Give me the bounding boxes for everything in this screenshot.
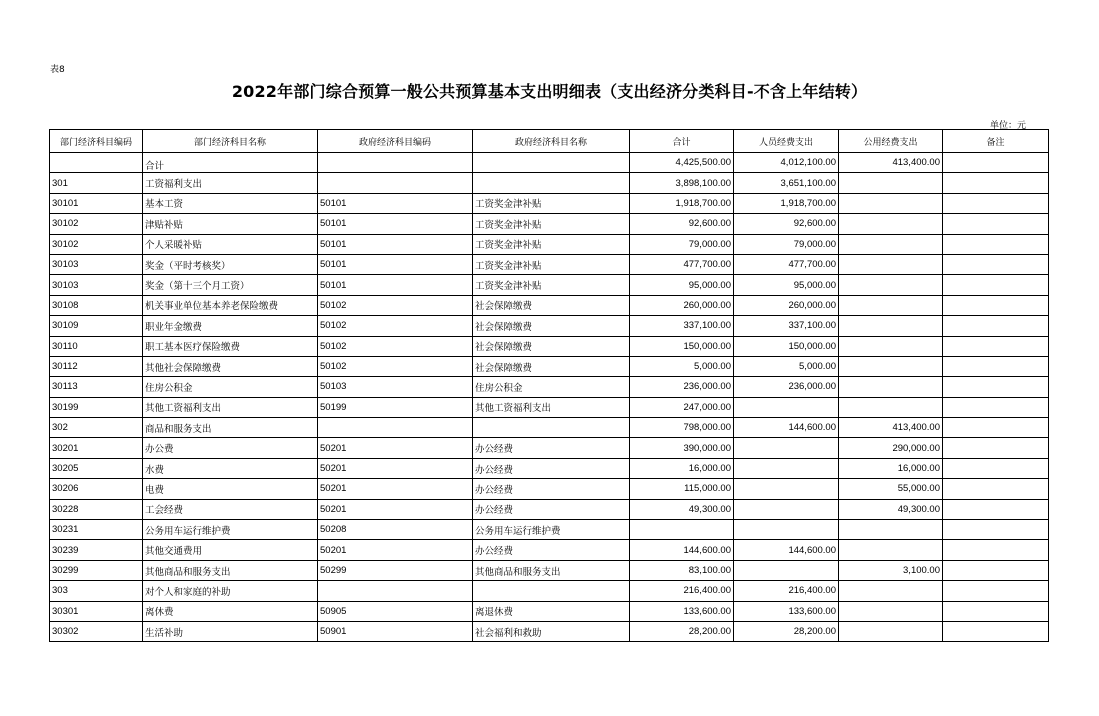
dept-code-cell: 303 <box>50 581 143 601</box>
note-cell <box>943 316 1049 336</box>
public-cell <box>839 601 943 621</box>
total-cell: 28,200.00 <box>630 621 734 641</box>
table-row <box>50 193 1049 213</box>
total-cell: 337,100.00 <box>630 316 734 336</box>
gov-code-cell: 50299 <box>318 560 473 580</box>
personnel-cell: 4,012,100.00 <box>734 153 839 173</box>
public-cell <box>839 397 943 417</box>
dept-code-cell: 30201 <box>50 438 143 458</box>
gov-name-cell: 办公经费 <box>473 458 630 478</box>
personnel-cell: 150,000.00 <box>734 336 839 356</box>
table-row <box>50 356 1049 376</box>
total-cell: 260,000.00 <box>630 295 734 315</box>
personnel-cell <box>734 438 839 458</box>
dept-name-cell: 水费 <box>143 458 318 478</box>
gov-name-cell: 其他商品和服务支出 <box>473 560 630 580</box>
dept-name-cell: 其他工资福利支出 <box>143 397 318 417</box>
gov-code-cell: 50199 <box>318 397 473 417</box>
total-cell: 115,000.00 <box>630 479 734 499</box>
gov-name-cell <box>473 153 630 173</box>
table-row <box>50 336 1049 356</box>
total-cell: 79,000.00 <box>630 234 734 254</box>
dept-code-cell: 30228 <box>50 499 143 519</box>
personnel-cell: 95,000.00 <box>734 275 839 295</box>
gov-code-cell: 50201 <box>318 458 473 478</box>
personnel-cell: 79,000.00 <box>734 234 839 254</box>
table-row <box>50 397 1049 417</box>
dept-name-cell: 机关事业单位基本养老保险缴费 <box>143 295 318 315</box>
dept-code-cell: 301 <box>50 173 143 193</box>
public-cell <box>839 254 943 274</box>
gov-code-cell: 50201 <box>318 438 473 458</box>
personnel-cell: 144,600.00 <box>734 418 839 438</box>
table-row <box>50 458 1049 478</box>
header-dept-code: 部门经济科目编码 <box>50 130 143 153</box>
note-cell <box>943 295 1049 315</box>
note-cell <box>943 234 1049 254</box>
note-cell <box>943 499 1049 519</box>
budget-table <box>49 129 1049 642</box>
dept-name-cell: 合计 <box>143 153 318 173</box>
gov-name-cell: 公务用车运行维护费 <box>473 520 630 540</box>
table-row <box>50 254 1049 274</box>
public-cell <box>839 356 943 376</box>
personnel-cell: 236,000.00 <box>734 377 839 397</box>
personnel-cell: 260,000.00 <box>734 295 839 315</box>
table-row <box>50 153 1049 173</box>
dept-name-cell: 个人采暖补贴 <box>143 234 318 254</box>
public-cell <box>839 173 943 193</box>
dept-name-cell: 电费 <box>143 479 318 499</box>
gov-code-cell: 50102 <box>318 336 473 356</box>
note-cell <box>943 275 1049 295</box>
personnel-cell: 92,600.00 <box>734 214 839 234</box>
table-row <box>50 499 1049 519</box>
gov-code-cell: 50101 <box>318 275 473 295</box>
gov-code-cell: 50208 <box>318 520 473 540</box>
dept-name-cell: 其他商品和服务支出 <box>143 560 318 580</box>
gov-name-cell: 办公经费 <box>473 499 630 519</box>
dept-name-cell: 商品和服务支出 <box>143 418 318 438</box>
total-cell: 83,100.00 <box>630 560 734 580</box>
public-cell <box>839 520 943 540</box>
gov-name-cell: 工资奖金津补贴 <box>473 254 630 274</box>
gov-name-cell: 办公经费 <box>473 479 630 499</box>
note-cell <box>943 254 1049 274</box>
note-cell <box>943 479 1049 499</box>
note-cell <box>943 560 1049 580</box>
gov-name-cell: 离退休费 <box>473 601 630 621</box>
gov-code-cell <box>318 418 473 438</box>
gov-name-cell: 社会保障缴费 <box>473 295 630 315</box>
total-cell: 16,000.00 <box>630 458 734 478</box>
note-cell <box>943 540 1049 560</box>
gov-code-cell: 50101 <box>318 193 473 213</box>
personnel-cell: 144,600.00 <box>734 540 839 560</box>
gov-name-cell <box>473 418 630 438</box>
total-cell: 92,600.00 <box>630 214 734 234</box>
dept-name-cell: 基本工资 <box>143 193 318 213</box>
gov-name-cell <box>473 581 630 601</box>
dept-code-cell: 30103 <box>50 275 143 295</box>
dept-code-cell: 30109 <box>50 316 143 336</box>
gov-code-cell: 50101 <box>318 254 473 274</box>
gov-name-cell: 办公经费 <box>473 438 630 458</box>
gov-code-cell: 50101 <box>318 214 473 234</box>
personnel-cell <box>734 458 839 478</box>
gov-code-cell <box>318 581 473 601</box>
gov-code-cell: 50103 <box>318 377 473 397</box>
public-cell: 55,000.00 <box>839 479 943 499</box>
gov-name-cell: 住房公积金 <box>473 377 630 397</box>
total-cell <box>630 520 734 540</box>
note-cell <box>943 336 1049 356</box>
header-row <box>50 130 1049 153</box>
gov-code-cell: 50201 <box>318 499 473 519</box>
table-row <box>50 275 1049 295</box>
header-personnel: 人员经费支出 <box>734 130 839 153</box>
personnel-cell: 3,651,100.00 <box>734 173 839 193</box>
note-cell <box>943 418 1049 438</box>
gov-name-cell: 社会保障缴费 <box>473 316 630 336</box>
total-cell: 3,898,100.00 <box>630 173 734 193</box>
public-cell <box>839 581 943 601</box>
table-row <box>50 560 1049 580</box>
dept-code-cell: 30301 <box>50 601 143 621</box>
dept-name-cell: 其他交通费用 <box>143 540 318 560</box>
gov-code-cell: 50102 <box>318 295 473 315</box>
dept-name-cell: 生活补助 <box>143 621 318 641</box>
gov-name-cell: 工资奖金津补贴 <box>473 214 630 234</box>
table-row <box>50 438 1049 458</box>
personnel-cell: 216,400.00 <box>734 581 839 601</box>
total-cell: 4,425,500.00 <box>630 153 734 173</box>
public-cell: 290,000.00 <box>839 438 943 458</box>
note-cell <box>943 581 1049 601</box>
dept-code-cell: 30101 <box>50 193 143 213</box>
note-cell <box>943 193 1049 213</box>
dept-code-cell: 30206 <box>50 479 143 499</box>
public-cell: 413,400.00 <box>839 153 943 173</box>
header-note: 备注 <box>943 130 1049 153</box>
total-cell: 150,000.00 <box>630 336 734 356</box>
gov-code-cell: 50102 <box>318 316 473 336</box>
public-cell: 3,100.00 <box>839 560 943 580</box>
note-cell <box>943 153 1049 173</box>
gov-name-cell: 社会保障缴费 <box>473 336 630 356</box>
personnel-cell: 337,100.00 <box>734 316 839 336</box>
table-row <box>50 581 1049 601</box>
dept-code-cell: 30102 <box>50 214 143 234</box>
note-cell <box>943 458 1049 478</box>
table-row <box>50 601 1049 621</box>
gov-name-cell: 工资奖金津补贴 <box>473 193 630 213</box>
total-cell: 144,600.00 <box>630 540 734 560</box>
note-cell <box>943 397 1049 417</box>
dept-name-cell: 工资福利支出 <box>143 173 318 193</box>
total-cell: 216,400.00 <box>630 581 734 601</box>
dept-name-cell: 奖金（第十三个月工资） <box>143 275 318 295</box>
note-cell <box>943 214 1049 234</box>
gov-code-cell: 50905 <box>318 601 473 621</box>
header-gov-name: 政府经济科目名称 <box>473 130 630 153</box>
dept-name-cell: 职工基本医疗保险缴费 <box>143 336 318 356</box>
dept-code-cell: 30239 <box>50 540 143 560</box>
dept-name-cell: 奖金（平时考核奖） <box>143 254 318 274</box>
total-cell: 236,000.00 <box>630 377 734 397</box>
table-row <box>50 316 1049 336</box>
public-cell: 16,000.00 <box>839 458 943 478</box>
personnel-cell <box>734 479 839 499</box>
table-row <box>50 214 1049 234</box>
personnel-cell: 28,200.00 <box>734 621 839 641</box>
note-cell <box>943 438 1049 458</box>
total-cell: 49,300.00 <box>630 499 734 519</box>
personnel-cell: 5,000.00 <box>734 356 839 376</box>
dept-name-cell: 离休费 <box>143 601 318 621</box>
total-cell: 5,000.00 <box>630 356 734 376</box>
note-cell <box>943 173 1049 193</box>
dept-code-cell: 30108 <box>50 295 143 315</box>
note-cell <box>943 601 1049 621</box>
personnel-cell <box>734 499 839 519</box>
total-cell: 390,000.00 <box>630 438 734 458</box>
dept-code-cell: 30199 <box>50 397 143 417</box>
gov-name-cell: 社会保障缴费 <box>473 356 630 376</box>
gov-code-cell <box>318 173 473 193</box>
note-cell <box>943 377 1049 397</box>
public-cell <box>839 193 943 213</box>
public-cell <box>839 295 943 315</box>
header-gov-code: 政府经济科目编码 <box>318 130 473 153</box>
note-cell <box>943 621 1049 641</box>
personnel-cell <box>734 397 839 417</box>
public-cell <box>839 540 943 560</box>
table-row <box>50 418 1049 438</box>
table-row <box>50 479 1049 499</box>
gov-code-cell: 50101 <box>318 234 473 254</box>
dept-code-cell: 30113 <box>50 377 143 397</box>
gov-code-cell: 50201 <box>318 479 473 499</box>
unit-label: 单位：元 <box>990 121 1027 131</box>
header-public: 公用经费支出 <box>839 130 943 153</box>
personnel-cell: 477,700.00 <box>734 254 839 274</box>
note-cell <box>943 520 1049 540</box>
gov-code-cell: 50901 <box>318 621 473 641</box>
table-row <box>50 173 1049 193</box>
dept-code-cell: 30231 <box>50 520 143 540</box>
gov-name-cell <box>473 173 630 193</box>
total-cell: 477,700.00 <box>630 254 734 274</box>
table-number: 表8 <box>50 65 65 75</box>
public-cell <box>839 234 943 254</box>
dept-code-cell: 302 <box>50 418 143 438</box>
dept-name-cell: 公务用车运行维护费 <box>143 520 318 540</box>
total-cell: 798,000.00 <box>630 418 734 438</box>
table-row <box>50 540 1049 560</box>
personnel-cell <box>734 520 839 540</box>
public-cell: 49,300.00 <box>839 499 943 519</box>
total-cell: 95,000.00 <box>630 275 734 295</box>
page-title: 2022年部门综合预算一般公共预算基本支出明细表（支出经济分类科目-不含上年结转） <box>231 82 868 101</box>
public-cell <box>839 336 943 356</box>
public-cell <box>839 316 943 336</box>
dept-name-cell: 工会经费 <box>143 499 318 519</box>
gov-name-cell: 其他工资福利支出 <box>473 397 630 417</box>
gov-code-cell: 50201 <box>318 540 473 560</box>
dept-name-cell: 职业年金缴费 <box>143 316 318 336</box>
personnel-cell: 133,600.00 <box>734 601 839 621</box>
header-dept-name: 部门经济科目名称 <box>143 130 318 153</box>
personnel-cell: 1,918,700.00 <box>734 193 839 213</box>
total-cell: 1,918,700.00 <box>630 193 734 213</box>
dept-name-cell: 办公费 <box>143 438 318 458</box>
dept-code-cell: 30299 <box>50 560 143 580</box>
dept-code-cell: 30205 <box>50 458 143 478</box>
table-row <box>50 377 1049 397</box>
public-cell: 413,400.00 <box>839 418 943 438</box>
public-cell <box>839 275 943 295</box>
personnel-cell <box>734 560 839 580</box>
header-total: 合计 <box>630 130 734 153</box>
dept-code-cell: 30302 <box>50 621 143 641</box>
table-row <box>50 621 1049 641</box>
total-cell: 247,000.00 <box>630 397 734 417</box>
gov-name-cell: 社会福利和救助 <box>473 621 630 641</box>
dept-code-cell: 30110 <box>50 336 143 356</box>
dept-code-cell: 30102 <box>50 234 143 254</box>
dept-name-cell: 其他社会保障缴费 <box>143 356 318 376</box>
gov-code-cell: 50102 <box>318 356 473 376</box>
dept-code-cell: 30112 <box>50 356 143 376</box>
gov-name-cell: 工资奖金津补贴 <box>473 275 630 295</box>
note-cell <box>943 356 1049 376</box>
gov-name-cell: 工资奖金津补贴 <box>473 234 630 254</box>
table-row <box>50 295 1049 315</box>
dept-code-cell <box>50 153 143 173</box>
table-row <box>50 520 1049 540</box>
dept-name-cell: 津贴补贴 <box>143 214 318 234</box>
table-body <box>50 153 1049 642</box>
dept-name-cell: 住房公积金 <box>143 377 318 397</box>
public-cell <box>839 621 943 641</box>
gov-code-cell <box>318 153 473 173</box>
total-cell: 133,600.00 <box>630 601 734 621</box>
dept-name-cell: 对个人和家庭的补助 <box>143 581 318 601</box>
dept-code-cell: 30103 <box>50 254 143 274</box>
public-cell <box>839 214 943 234</box>
table-row <box>50 234 1049 254</box>
public-cell <box>839 377 943 397</box>
gov-name-cell: 办公经费 <box>473 540 630 560</box>
